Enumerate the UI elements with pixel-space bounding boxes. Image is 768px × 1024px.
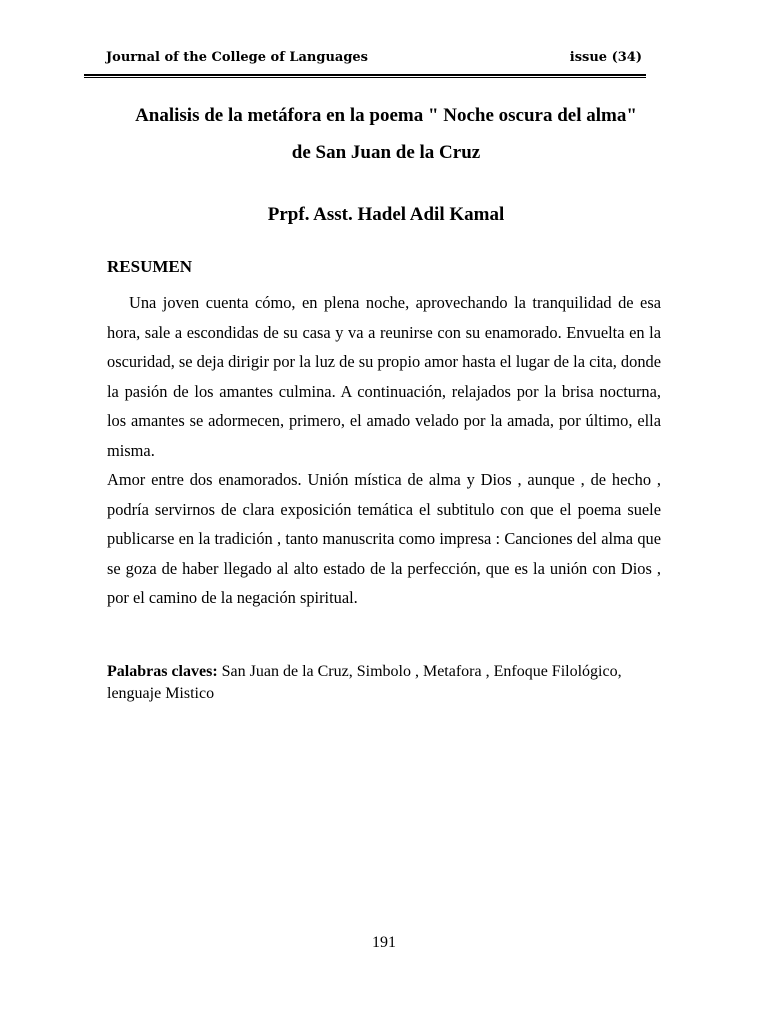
running-header [106, 48, 644, 70]
page-number: 191 [372, 934, 396, 951]
keywords-label: Palabras claves: [107, 663, 218, 680]
abstract-paragraph-1: Una joven cuenta cómo, en plena noche, aprovechando la tranquilidad de esa hora, sale a escondidas de su casa y va a reunirse con su enamorado. Envuelta en la oscuridad, se deja dirigir por la luz de su propio amor hasta el lugar de la cita, donde la pasión de los amantes culmina. A continuación, relajados por la brisa nocturna, los amantes se adormecen, primero, el amado velado por la amada, por último, ella misma. [107, 293, 661, 460]
issue-number: issue (34) [569, 50, 642, 65]
article-title-line-2: de San Juan de la Cruz [291, 142, 481, 163]
abstract-heading: RESUMEN [107, 257, 193, 276]
article-title-line-1: Analisis de la metáfora en la poema " Noche oscura del alma" [135, 105, 637, 126]
author-name: Prpf. Asst. Hadel Adil Kamal [267, 204, 505, 225]
keywords [107, 661, 661, 705]
abstract-body [107, 288, 661, 613]
keywords-text: San Juan de la Cruz, Simbolo , Metafora , Enfoque Filológico, lenguaje Mistico [107, 663, 622, 702]
journal-name: Journal of the College of Languages [106, 50, 369, 65]
article-title [96, 97, 676, 171]
abstract-paragraph-2: Amor entre dos enamorados. Unión mística de alma y Dios , aunque , de hecho , podría servirnos de clara exposición temática el subtitulo con que el poema suele publicarse en la tradición , tanto manuscrita como impresa : Canciones del alma que se goza de haber llegado al alto estado de la perfección, que es la unión con Dios , por el camino de la negación spiritual. [107, 470, 661, 607]
header-rule [84, 74, 646, 78]
